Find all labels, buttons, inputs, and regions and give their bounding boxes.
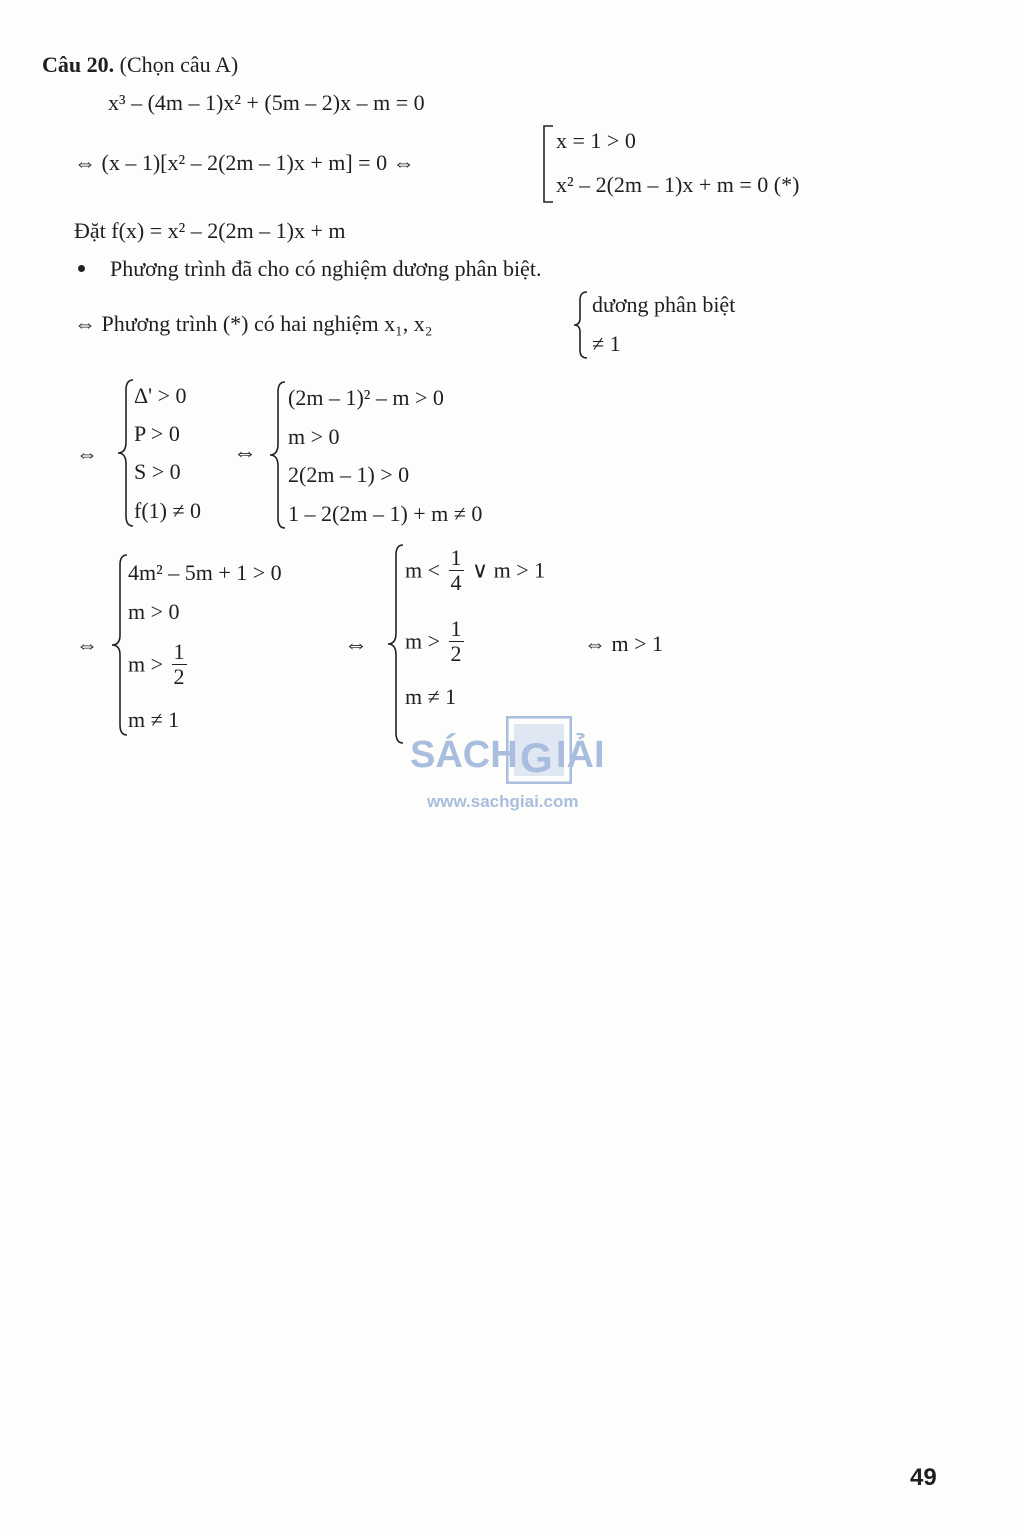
sys2-b-1-prefix: m < — [405, 557, 441, 583]
condition-not-one: ≠ 1 — [592, 331, 621, 356]
watermark-logo — [410, 716, 620, 816]
brace-sys1-a — [116, 378, 136, 528]
sys1-a-3: S > 0 — [134, 459, 181, 484]
brace-sys2-b — [386, 543, 406, 745]
final-result: ⇔ m > 1 — [584, 631, 664, 656]
bullet-text: Phương trình đã cho có nghiệm dương phân biệt. — [110, 256, 542, 281]
factor-system-line-2: x² – 2(2m – 1)x + m = 0 (*) — [556, 172, 800, 197]
factorization: ⇔ (x – 1)[x² – 2(2m – 1)x + m] = 0 ⇔ — [74, 150, 415, 175]
bullet-icon — [78, 265, 85, 272]
sys1-a-1: Δ' > 0 — [134, 383, 187, 408]
sys2-equiv: ⇔ — [76, 632, 98, 657]
fraction-denominator: 2 — [173, 664, 185, 690]
question-label: Câu 20. — [42, 52, 115, 77]
condition-line: ⇔ Phương trình (*) có hai nghiệm x₁, x₂ — [74, 311, 433, 336]
brace-condition — [572, 290, 590, 360]
sys2-arrow: ⇔ — [344, 632, 368, 658]
sys2-a-2: m > 0 — [128, 599, 180, 624]
sys1-equiv: ⇔ — [76, 441, 98, 466]
watermark-text-mid: G — [520, 734, 553, 781]
definition-line: Đặt f(x) = x² – 2(2m – 1)x + m — [74, 218, 346, 243]
sys2-a-4: m ≠ 1 — [128, 707, 180, 732]
sys1-b-3: 2(2m – 1) > 0 — [288, 462, 410, 487]
sys1-b-4: 1 – 2(2m – 1) + m ≠ 0 — [288, 501, 483, 526]
sys1-a-4: f(1) ≠ 0 — [134, 498, 202, 523]
brace-sys2-a — [110, 553, 130, 738]
sys1-a-2: P > 0 — [134, 421, 180, 446]
fraction-one-quarter — [449, 546, 464, 595]
fraction-one-half — [449, 617, 464, 666]
sys2-b-2-prefix: m > — [405, 628, 441, 654]
brace-sys1-b — [268, 380, 288, 530]
fraction-numerator: 1 — [173, 639, 185, 664]
question-heading — [42, 54, 238, 76]
sys2-a-3 — [128, 640, 190, 689]
answer-choice: (Chọn câu A) — [119, 52, 239, 77]
sys2-b-1-suffix: ∨ m > 1 — [472, 557, 546, 583]
sys2-a-1: 4m² – 5m + 1 > 0 — [128, 560, 282, 585]
main-equation: x³ – (4m – 1)x² + (5m – 2)x – m = 0 — [108, 90, 425, 115]
brace-factor-system — [538, 124, 556, 204]
sys2-b-2 — [405, 617, 467, 666]
fraction-numerator: 1 — [450, 616, 462, 641]
sys2-a-3-prefix: m > — [128, 651, 164, 677]
factor-system-line-1: x = 1 > 0 — [556, 128, 636, 153]
watermark-text-right: IẢI — [556, 734, 605, 776]
sys2-b-3: m ≠ 1 — [405, 684, 457, 709]
fraction-one-half — [172, 640, 187, 689]
watermark-url: www.sachgiai.com — [427, 792, 579, 811]
sys1-b-1: (2m – 1)² – m > 0 — [288, 385, 444, 410]
sys1-b-2: m > 0 — [288, 424, 340, 449]
fraction-numerator: 1 — [450, 545, 462, 570]
fraction-denominator: 2 — [450, 641, 462, 667]
sys2-b-1 — [405, 546, 545, 595]
sys1-arrow: ⇔ — [233, 440, 257, 466]
page-number: 49 — [910, 1464, 937, 1491]
watermark-text-left: SÁCH — [410, 734, 518, 776]
condition-positive-distinct: dương phân biệt — [592, 292, 736, 317]
fraction-denominator: 4 — [450, 570, 462, 596]
